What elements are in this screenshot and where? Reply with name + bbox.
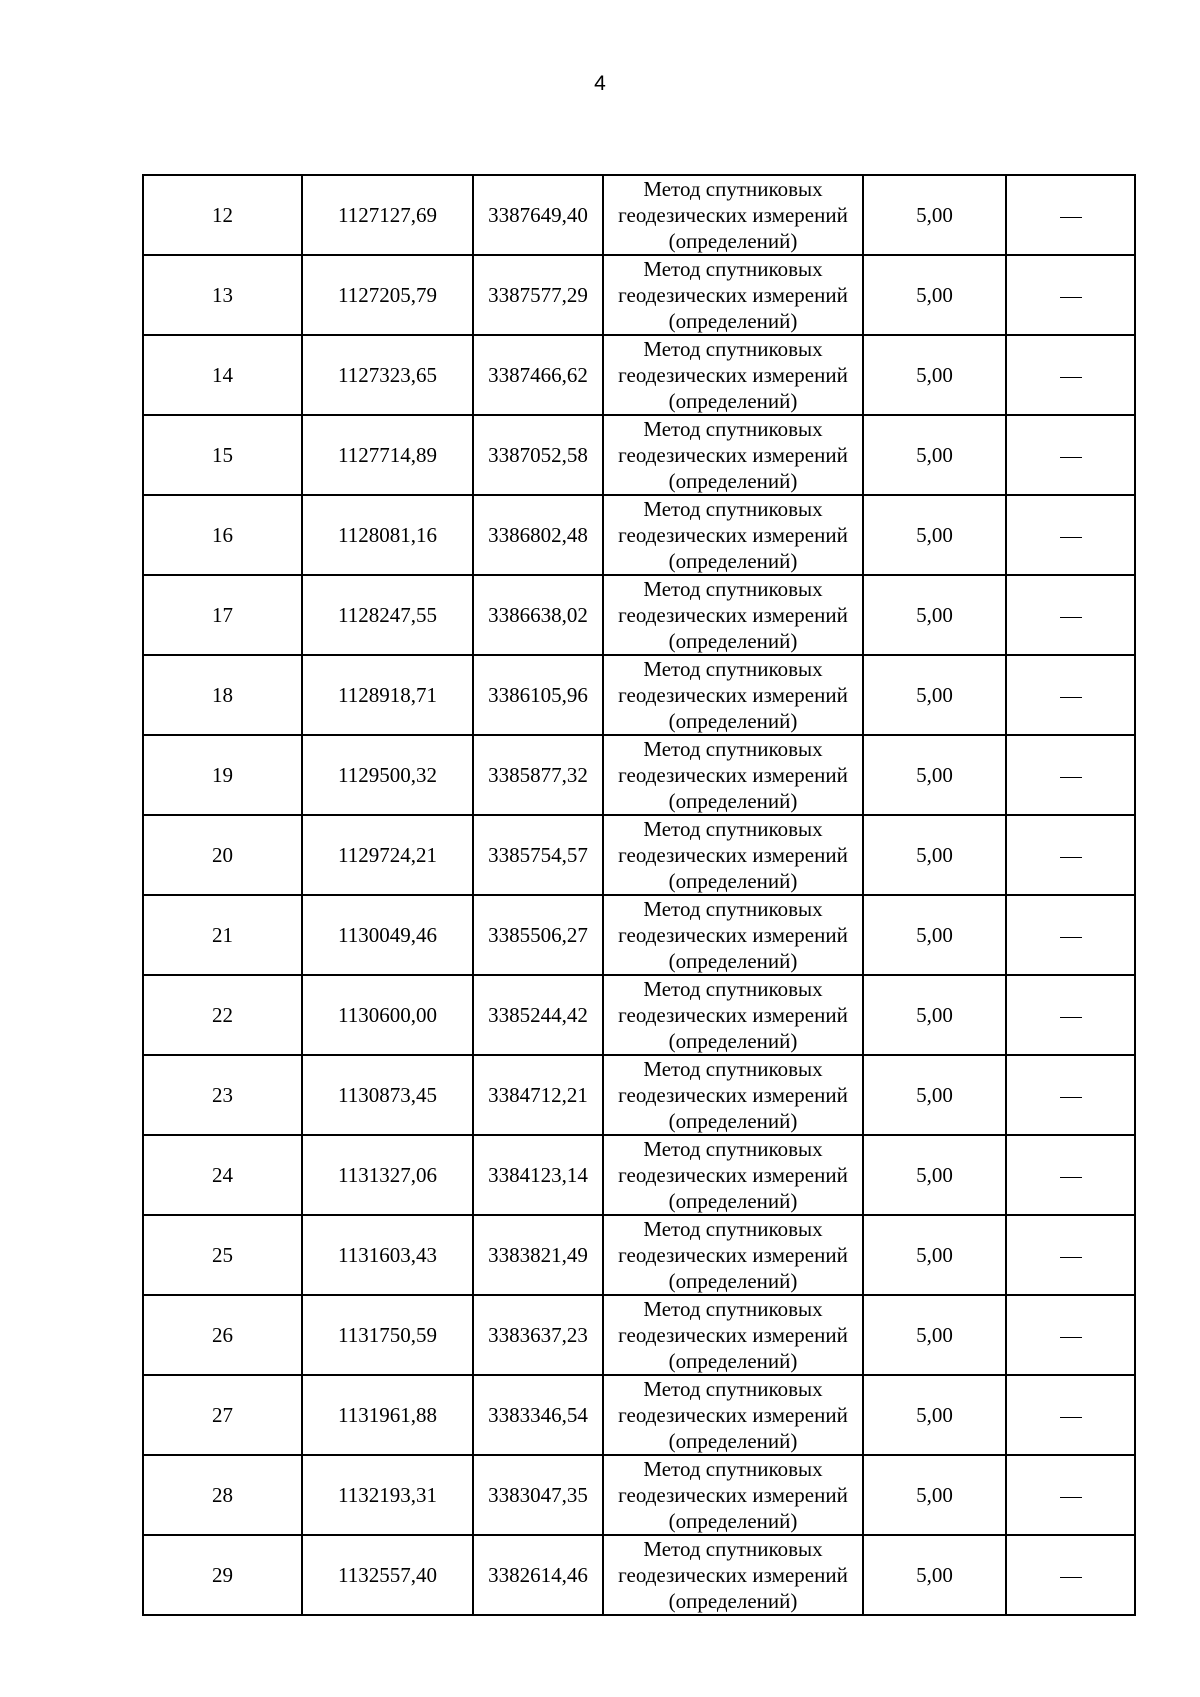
x-coordinate-cell: 1128918,71 bbox=[302, 655, 473, 735]
dash-mark bbox=[1060, 1017, 1082, 1018]
method-text-line: геодезических измерений bbox=[618, 1323, 848, 1347]
table-row bbox=[143, 1215, 1135, 1295]
accuracy-cell: 5,00 bbox=[863, 815, 1006, 895]
description-cell bbox=[1006, 1135, 1135, 1215]
x-coordinate-cell: 1131327,06 bbox=[302, 1135, 473, 1215]
method-cell bbox=[603, 1535, 863, 1615]
method-text-line: Метод спутниковых bbox=[643, 897, 823, 921]
y-coordinate-cell: 3387466,62 bbox=[473, 335, 603, 415]
y-coordinate-cell: 3383637,23 bbox=[473, 1295, 603, 1375]
method-text-line: (определений) bbox=[668, 1189, 798, 1213]
x-coordinate-cell: 1132557,40 bbox=[302, 1535, 473, 1615]
point-number-cell: 15 bbox=[143, 415, 302, 495]
dash-mark bbox=[1060, 537, 1082, 538]
method-text-line: (определений) bbox=[668, 1509, 798, 1533]
y-coordinate-cell: 3383047,35 bbox=[473, 1455, 603, 1535]
x-coordinate-cell: 1128081,16 bbox=[302, 495, 473, 575]
description-cell bbox=[1006, 815, 1135, 895]
dash-mark bbox=[1060, 1177, 1082, 1178]
point-number-cell: 29 bbox=[143, 1535, 302, 1615]
accuracy-cell: 5,00 bbox=[863, 735, 1006, 815]
point-number-cell: 26 bbox=[143, 1295, 302, 1375]
description-cell bbox=[1006, 1455, 1135, 1535]
point-number-cell: 18 bbox=[143, 655, 302, 735]
accuracy-cell: 5,00 bbox=[863, 975, 1006, 1055]
accuracy-cell: 5,00 bbox=[863, 415, 1006, 495]
method-cell bbox=[603, 1455, 863, 1535]
description-cell bbox=[1006, 495, 1135, 575]
method-cell bbox=[603, 415, 863, 495]
description-cell bbox=[1006, 415, 1135, 495]
method-text-line: геодезических измерений bbox=[618, 523, 848, 547]
table-row bbox=[143, 655, 1135, 735]
y-coordinate-cell: 3386802,48 bbox=[473, 495, 603, 575]
method-text-line: геодезических измерений bbox=[618, 683, 848, 707]
accuracy-cell: 5,00 bbox=[863, 655, 1006, 735]
description-cell bbox=[1006, 335, 1135, 415]
x-coordinate-cell: 1131750,59 bbox=[302, 1295, 473, 1375]
coordinates-table bbox=[142, 174, 1136, 1616]
description-cell bbox=[1006, 975, 1135, 1055]
page-number: 4 bbox=[594, 72, 606, 95]
dash-mark bbox=[1060, 1257, 1082, 1258]
y-coordinate-cell: 3386638,02 bbox=[473, 575, 603, 655]
method-text-line: (определений) bbox=[668, 389, 798, 413]
y-coordinate-cell: 3387052,58 bbox=[473, 415, 603, 495]
method-text-line: (определений) bbox=[668, 1029, 798, 1053]
point-number-cell: 12 bbox=[143, 175, 302, 255]
method-text-line: геодезических измерений bbox=[618, 443, 848, 467]
method-text-line: Метод спутниковых bbox=[643, 1297, 823, 1321]
accuracy-cell: 5,00 bbox=[863, 1295, 1006, 1375]
accuracy-cell: 5,00 bbox=[863, 255, 1006, 335]
x-coordinate-cell: 1129500,32 bbox=[302, 735, 473, 815]
x-coordinate-cell: 1130049,46 bbox=[302, 895, 473, 975]
x-coordinate-cell: 1130873,45 bbox=[302, 1055, 473, 1135]
y-coordinate-cell: 3385754,57 bbox=[473, 815, 603, 895]
dash-mark bbox=[1060, 937, 1082, 938]
point-number-cell: 27 bbox=[143, 1375, 302, 1455]
dash-mark bbox=[1060, 697, 1082, 698]
table-row bbox=[143, 1375, 1135, 1455]
description-cell bbox=[1006, 1375, 1135, 1455]
description-cell bbox=[1006, 655, 1135, 735]
method-text-line: Метод спутниковых bbox=[643, 1457, 823, 1481]
method-cell bbox=[603, 1295, 863, 1375]
y-coordinate-cell: 3384123,14 bbox=[473, 1135, 603, 1215]
method-text-line: (определений) bbox=[668, 1109, 798, 1133]
point-number-cell: 21 bbox=[143, 895, 302, 975]
y-coordinate-cell: 3384712,21 bbox=[473, 1055, 603, 1135]
dash-mark bbox=[1060, 857, 1082, 858]
accuracy-cell: 5,00 bbox=[863, 1535, 1006, 1615]
description-cell bbox=[1006, 175, 1135, 255]
method-text-line: Метод спутниковых bbox=[643, 337, 823, 361]
method-text-line: Метод спутниковых bbox=[643, 657, 823, 681]
description-cell bbox=[1006, 1295, 1135, 1375]
dash-mark bbox=[1060, 1337, 1082, 1338]
y-coordinate-cell: 3383821,49 bbox=[473, 1215, 603, 1295]
method-text-line: Метод спутниковых bbox=[643, 977, 823, 1001]
method-text-line: (определений) bbox=[668, 229, 798, 253]
table-row bbox=[143, 895, 1135, 975]
method-cell bbox=[603, 575, 863, 655]
x-coordinate-cell: 1128247,55 bbox=[302, 575, 473, 655]
method-cell bbox=[603, 495, 863, 575]
table-row bbox=[143, 415, 1135, 495]
x-coordinate-cell: 1130600,00 bbox=[302, 975, 473, 1055]
point-number-cell: 22 bbox=[143, 975, 302, 1055]
method-text-line: геодезических измерений bbox=[618, 1243, 848, 1267]
description-cell bbox=[1006, 1535, 1135, 1615]
dash-mark bbox=[1060, 377, 1082, 378]
table-row bbox=[143, 1135, 1135, 1215]
method-text-line: (определений) bbox=[668, 1349, 798, 1373]
point-number-cell: 23 bbox=[143, 1055, 302, 1135]
method-text-line: Метод спутниковых bbox=[643, 1217, 823, 1241]
y-coordinate-cell: 3383346,54 bbox=[473, 1375, 603, 1455]
method-text-line: Метод спутниковых bbox=[643, 497, 823, 521]
method-text-line: Метод спутниковых bbox=[643, 1057, 823, 1081]
method-text-line: (определений) bbox=[668, 949, 798, 973]
method-text-line: геодезических измерений bbox=[618, 843, 848, 867]
accuracy-cell: 5,00 bbox=[863, 575, 1006, 655]
method-text-line: геодезических измерений bbox=[618, 363, 848, 387]
y-coordinate-cell: 3387577,29 bbox=[473, 255, 603, 335]
point-number-cell: 25 bbox=[143, 1215, 302, 1295]
table-row bbox=[143, 1295, 1135, 1375]
method-text-line: (определений) bbox=[668, 709, 798, 733]
method-cell bbox=[603, 1135, 863, 1215]
method-text-line: Метод спутниковых bbox=[643, 417, 823, 441]
method-cell bbox=[603, 975, 863, 1055]
coordinates-table-wrapper bbox=[142, 174, 1134, 1613]
dash-mark bbox=[1060, 1497, 1082, 1498]
method-text-line: Метод спутниковых bbox=[643, 737, 823, 761]
y-coordinate-cell: 3386105,96 bbox=[473, 655, 603, 735]
method-cell bbox=[603, 1055, 863, 1135]
method-text-line: (определений) bbox=[668, 629, 798, 653]
method-cell bbox=[603, 815, 863, 895]
x-coordinate-cell: 1127127,69 bbox=[302, 175, 473, 255]
dash-mark bbox=[1060, 217, 1082, 218]
method-text-line: Метод спутниковых bbox=[643, 1137, 823, 1161]
point-number-cell: 19 bbox=[143, 735, 302, 815]
method-text-line: (определений) bbox=[668, 1589, 798, 1613]
table-row bbox=[143, 1535, 1135, 1615]
description-cell bbox=[1006, 575, 1135, 655]
table-row bbox=[143, 1055, 1135, 1135]
method-cell bbox=[603, 335, 863, 415]
method-text-line: геодезических измерений bbox=[618, 763, 848, 787]
x-coordinate-cell: 1132193,31 bbox=[302, 1455, 473, 1535]
method-text-line: геодезических измерений bbox=[618, 1083, 848, 1107]
x-coordinate-cell: 1127205,79 bbox=[302, 255, 473, 335]
method-cell bbox=[603, 655, 863, 735]
method-text-line: Метод спутниковых bbox=[643, 817, 823, 841]
method-cell bbox=[603, 1375, 863, 1455]
x-coordinate-cell: 1127714,89 bbox=[302, 415, 473, 495]
dash-mark bbox=[1060, 1577, 1082, 1578]
method-text-line: Метод спутниковых bbox=[643, 177, 823, 201]
method-text-line: геодезических измерений bbox=[618, 923, 848, 947]
table-row bbox=[143, 1455, 1135, 1535]
table-row bbox=[143, 255, 1135, 335]
method-text-line: (определений) bbox=[668, 869, 798, 893]
method-text-line: (определений) bbox=[668, 1429, 798, 1453]
point-number-cell: 20 bbox=[143, 815, 302, 895]
point-number-cell: 24 bbox=[143, 1135, 302, 1215]
dash-mark bbox=[1060, 617, 1082, 618]
x-coordinate-cell: 1127323,65 bbox=[302, 335, 473, 415]
method-cell bbox=[603, 175, 863, 255]
y-coordinate-cell: 3382614,46 bbox=[473, 1535, 603, 1615]
y-coordinate-cell: 3385244,42 bbox=[473, 975, 603, 1055]
method-cell bbox=[603, 1215, 863, 1295]
method-text-line: (определений) bbox=[668, 469, 798, 493]
method-cell bbox=[603, 895, 863, 975]
table-row bbox=[143, 975, 1135, 1055]
method-text-line: геодезических измерений bbox=[618, 1163, 848, 1187]
dash-mark bbox=[1060, 1417, 1082, 1418]
accuracy-cell: 5,00 bbox=[863, 1455, 1006, 1535]
method-cell bbox=[603, 255, 863, 335]
table-row bbox=[143, 495, 1135, 575]
y-coordinate-cell: 3385877,32 bbox=[473, 735, 603, 815]
point-number-cell: 16 bbox=[143, 495, 302, 575]
point-number-cell: 13 bbox=[143, 255, 302, 335]
table-row bbox=[143, 815, 1135, 895]
dash-mark bbox=[1060, 1097, 1082, 1098]
description-cell bbox=[1006, 1215, 1135, 1295]
table-body bbox=[143, 175, 1135, 1615]
point-number-cell: 14 bbox=[143, 335, 302, 415]
description-cell bbox=[1006, 1055, 1135, 1135]
method-text-line: геодезических измерений bbox=[618, 203, 848, 227]
table-row bbox=[143, 175, 1135, 255]
dash-mark bbox=[1060, 777, 1082, 778]
accuracy-cell: 5,00 bbox=[863, 335, 1006, 415]
method-text-line: геодезических измерений bbox=[618, 1483, 848, 1507]
x-coordinate-cell: 1131603,43 bbox=[302, 1215, 473, 1295]
y-coordinate-cell: 3387649,40 bbox=[473, 175, 603, 255]
description-cell bbox=[1006, 735, 1135, 815]
method-text-line: Метод спутниковых bbox=[643, 1537, 823, 1561]
accuracy-cell: 5,00 bbox=[863, 1055, 1006, 1135]
method-text-line: Метод спутниковых bbox=[643, 577, 823, 601]
method-text-line: (определений) bbox=[668, 549, 798, 573]
point-number-cell: 28 bbox=[143, 1455, 302, 1535]
method-text-line: геодезических измерений bbox=[618, 1403, 848, 1427]
description-cell bbox=[1006, 255, 1135, 335]
point-number-cell: 17 bbox=[143, 575, 302, 655]
method-text-line: (определений) bbox=[668, 1269, 798, 1293]
accuracy-cell: 5,00 bbox=[863, 895, 1006, 975]
method-text-line: геодезических измерений bbox=[618, 1563, 848, 1587]
method-text-line: геодезических измерений bbox=[618, 603, 848, 627]
table-row bbox=[143, 735, 1135, 815]
method-text-line: (определений) bbox=[668, 789, 798, 813]
table-row bbox=[143, 575, 1135, 655]
method-cell bbox=[603, 735, 863, 815]
dash-mark bbox=[1060, 297, 1082, 298]
method-text-line: Метод спутниковых bbox=[643, 257, 823, 281]
accuracy-cell: 5,00 bbox=[863, 1215, 1006, 1295]
description-cell bbox=[1006, 895, 1135, 975]
dash-mark bbox=[1060, 457, 1082, 458]
method-text-line: Метод спутниковых bbox=[643, 1377, 823, 1401]
accuracy-cell: 5,00 bbox=[863, 1135, 1006, 1215]
accuracy-cell: 5,00 bbox=[863, 1375, 1006, 1455]
method-text-line: геодезических измерений bbox=[618, 283, 848, 307]
table-row bbox=[143, 335, 1135, 415]
method-text-line: геодезических измерений bbox=[618, 1003, 848, 1027]
accuracy-cell: 5,00 bbox=[863, 175, 1006, 255]
y-coordinate-cell: 3385506,27 bbox=[473, 895, 603, 975]
x-coordinate-cell: 1129724,21 bbox=[302, 815, 473, 895]
method-text-line: (определений) bbox=[668, 309, 798, 333]
accuracy-cell: 5,00 bbox=[863, 495, 1006, 575]
x-coordinate-cell: 1131961,88 bbox=[302, 1375, 473, 1455]
